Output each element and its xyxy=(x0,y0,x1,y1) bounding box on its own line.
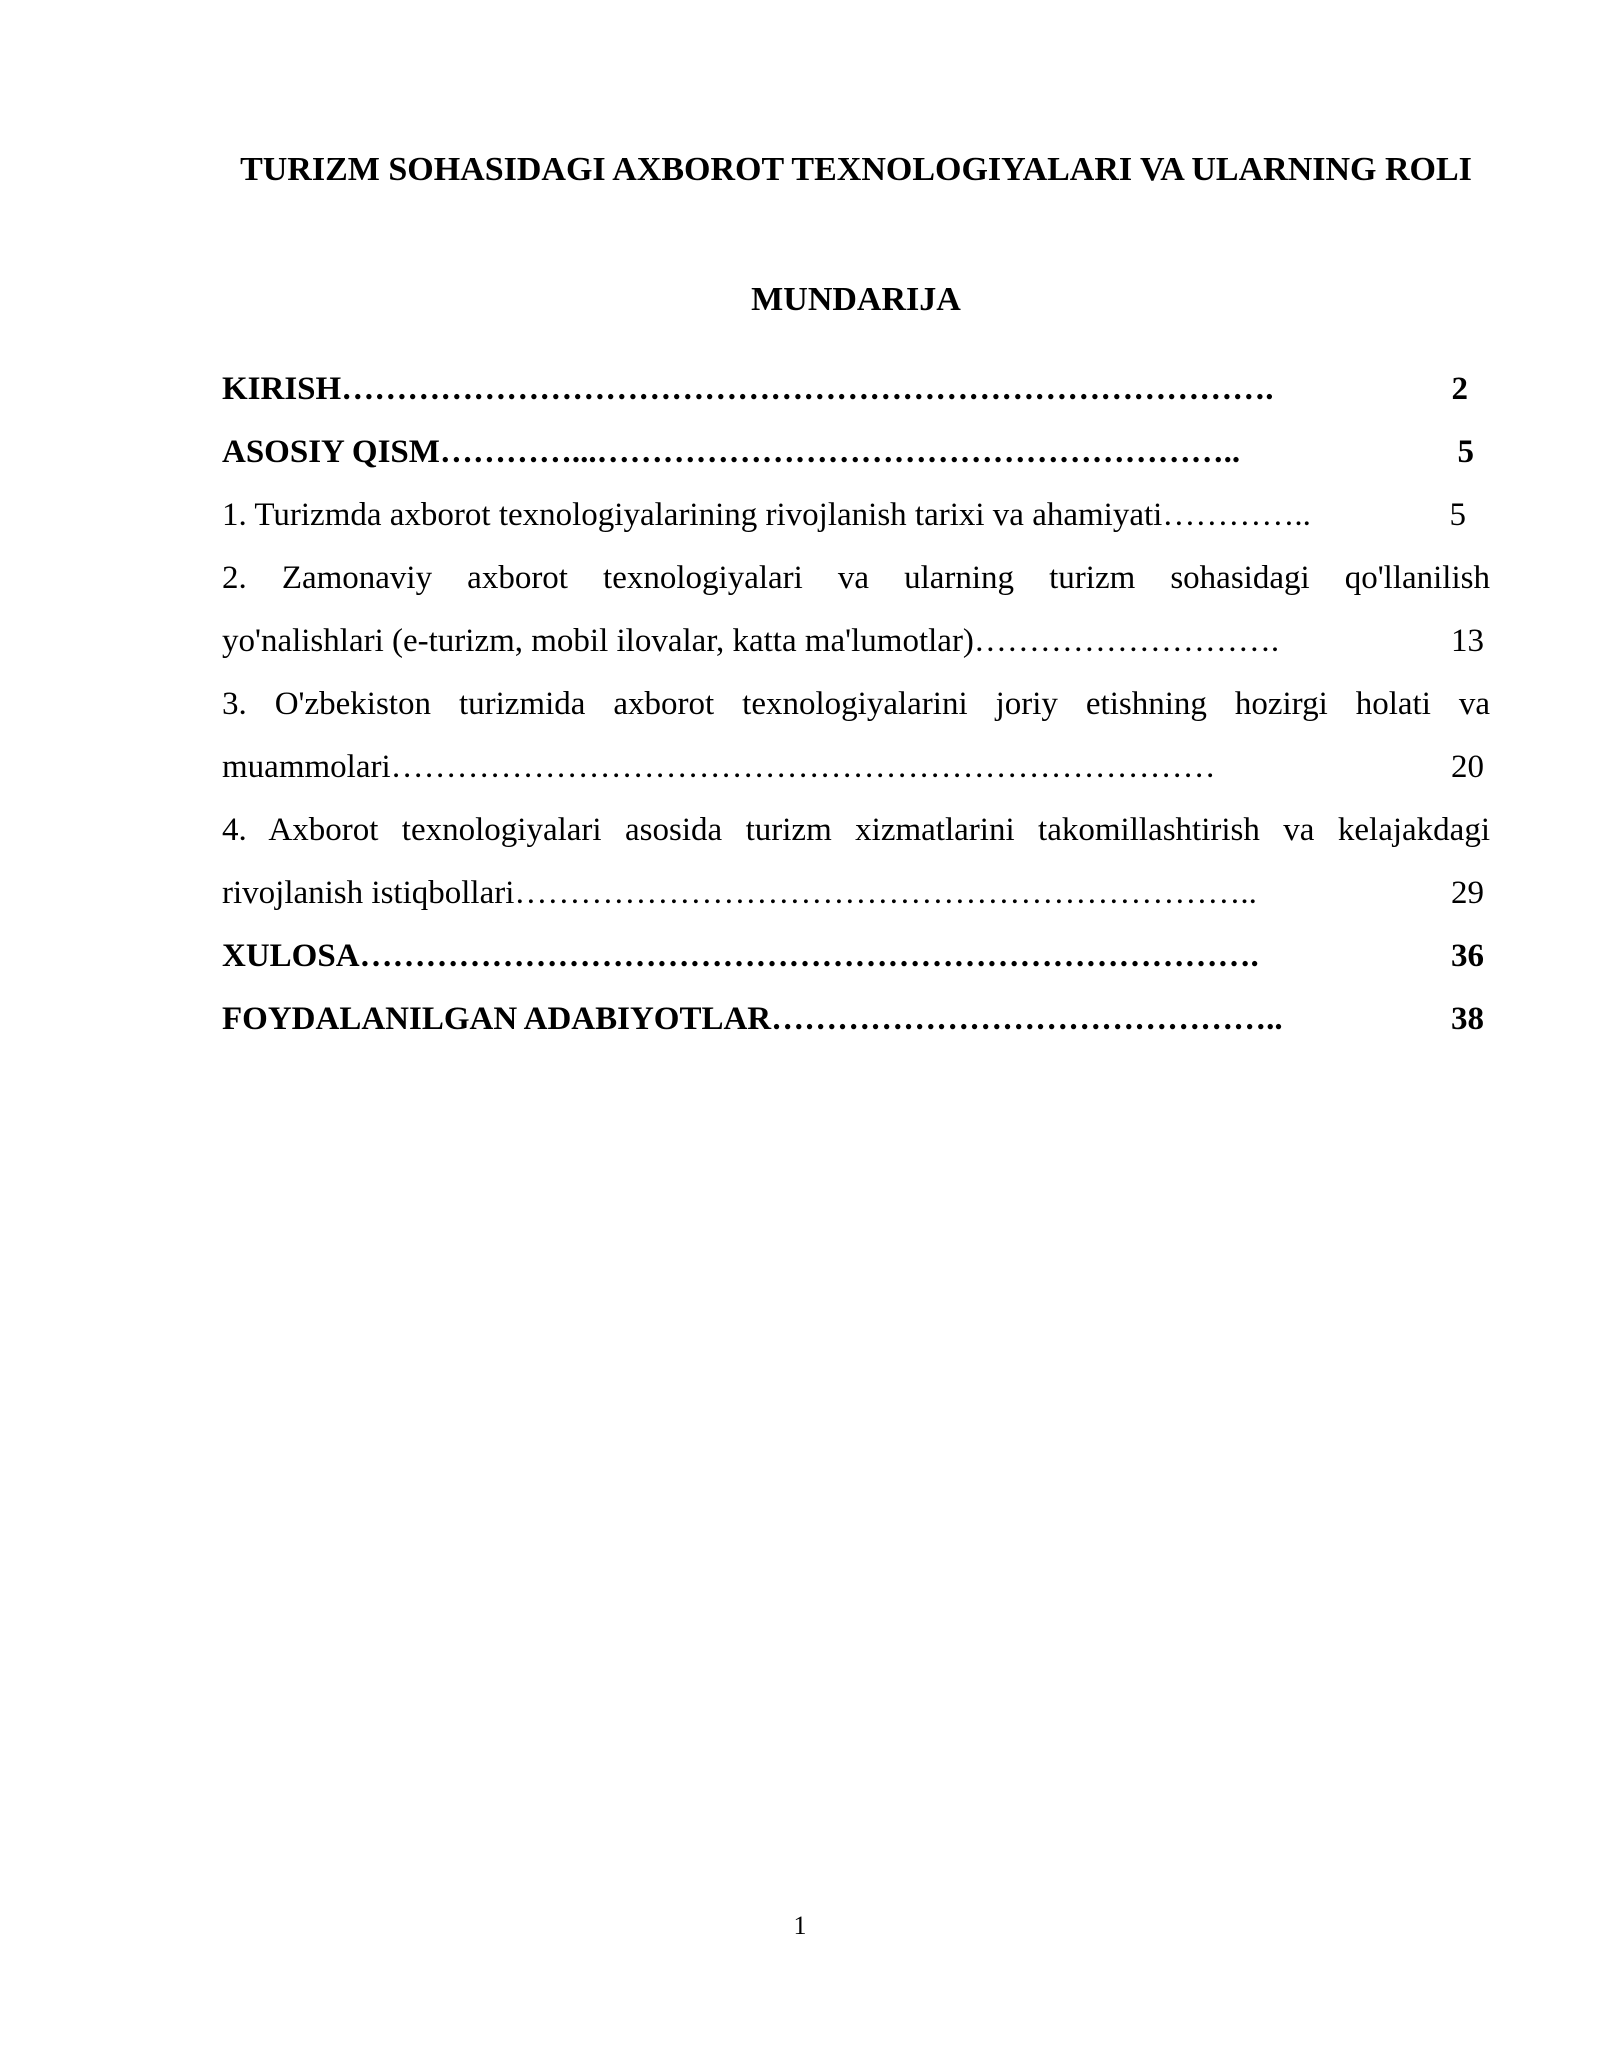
toc-entry-section-2-line-1 xyxy=(222,547,1490,610)
toc-entry-label: KIRISH…………………………………………………………………………. xyxy=(222,371,1274,407)
toc-entry-page: 5 xyxy=(1449,497,1466,533)
toc-entry-section-3-line-1 xyxy=(222,673,1490,736)
toc-entry-label: yo'nalishlari (e-turizm, mobil ilovalar, katta ma'lumotlar)………………………. xyxy=(222,623,1280,659)
toc-entry-label: muammolari………………………………………………………………… xyxy=(222,749,1216,785)
toc-entry-section-4-line-2 xyxy=(222,862,1490,925)
toc-entry-label: 3. O'zbekiston turizmida axborot texnologiyalarini joriy etishning hozirgi holati va xyxy=(222,686,1490,722)
toc-entry-page: 2 xyxy=(1451,371,1468,407)
toc-entry-page: 5 xyxy=(1457,434,1474,470)
toc-entry-page: 36 xyxy=(1451,938,1484,974)
toc-entry-page: 13 xyxy=(1451,623,1484,659)
toc-entry-label: FOYDALANILGAN ADABIYOTLAR……………………………………….. xyxy=(222,1001,1283,1037)
toc-entry-label: XULOSA………………………………………………………………………. xyxy=(222,938,1259,974)
toc-entry-label: 4. Axborot texnologiyalari asosida turizm xizmatlarini takomillashtirish va kelajakdagi xyxy=(222,812,1490,848)
document-title: TURIZM SOHASIDAGI AXBOROT TEXNOLOGIYALARI VA ULARNING ROLI xyxy=(240,151,1472,188)
toc-entry-asosiy-qism xyxy=(222,421,1490,484)
toc-entry-page: 29 xyxy=(1451,875,1484,911)
toc-entry-section-4-line-1 xyxy=(222,799,1490,862)
toc-entry-kirish xyxy=(222,358,1490,421)
page-number: 1 xyxy=(793,1911,807,1940)
toc-entry-xulosa xyxy=(222,925,1490,988)
toc-entry-label: 1. Turizmda axborot texnologiyalarining rivojlanish tarixi va ahamiyati………….. xyxy=(222,497,1311,533)
toc-entry-label: ASOSIY QISM…………...………………………………………………….. xyxy=(222,434,1241,470)
toc-entry-section-2-line-2 xyxy=(222,610,1490,673)
toc-entry-page: 38 xyxy=(1451,1001,1484,1037)
toc-entry-section-3-line-2 xyxy=(222,736,1490,799)
toc-entry-adabiyotlar xyxy=(222,988,1490,1051)
toc-heading: MUNDARIJA xyxy=(751,281,961,318)
toc-entry-page: 20 xyxy=(1451,749,1484,785)
toc-entry-label: rivojlanish istiqbollari………………………………………………………….. xyxy=(222,875,1257,911)
table-of-contents xyxy=(222,358,1490,1051)
toc-entry-section-1 xyxy=(222,484,1490,547)
toc-entry-label: 2. Zamonaviy axborot texnologiyalari va ularning turizm sohasidagi qo'llanilish xyxy=(222,560,1490,596)
